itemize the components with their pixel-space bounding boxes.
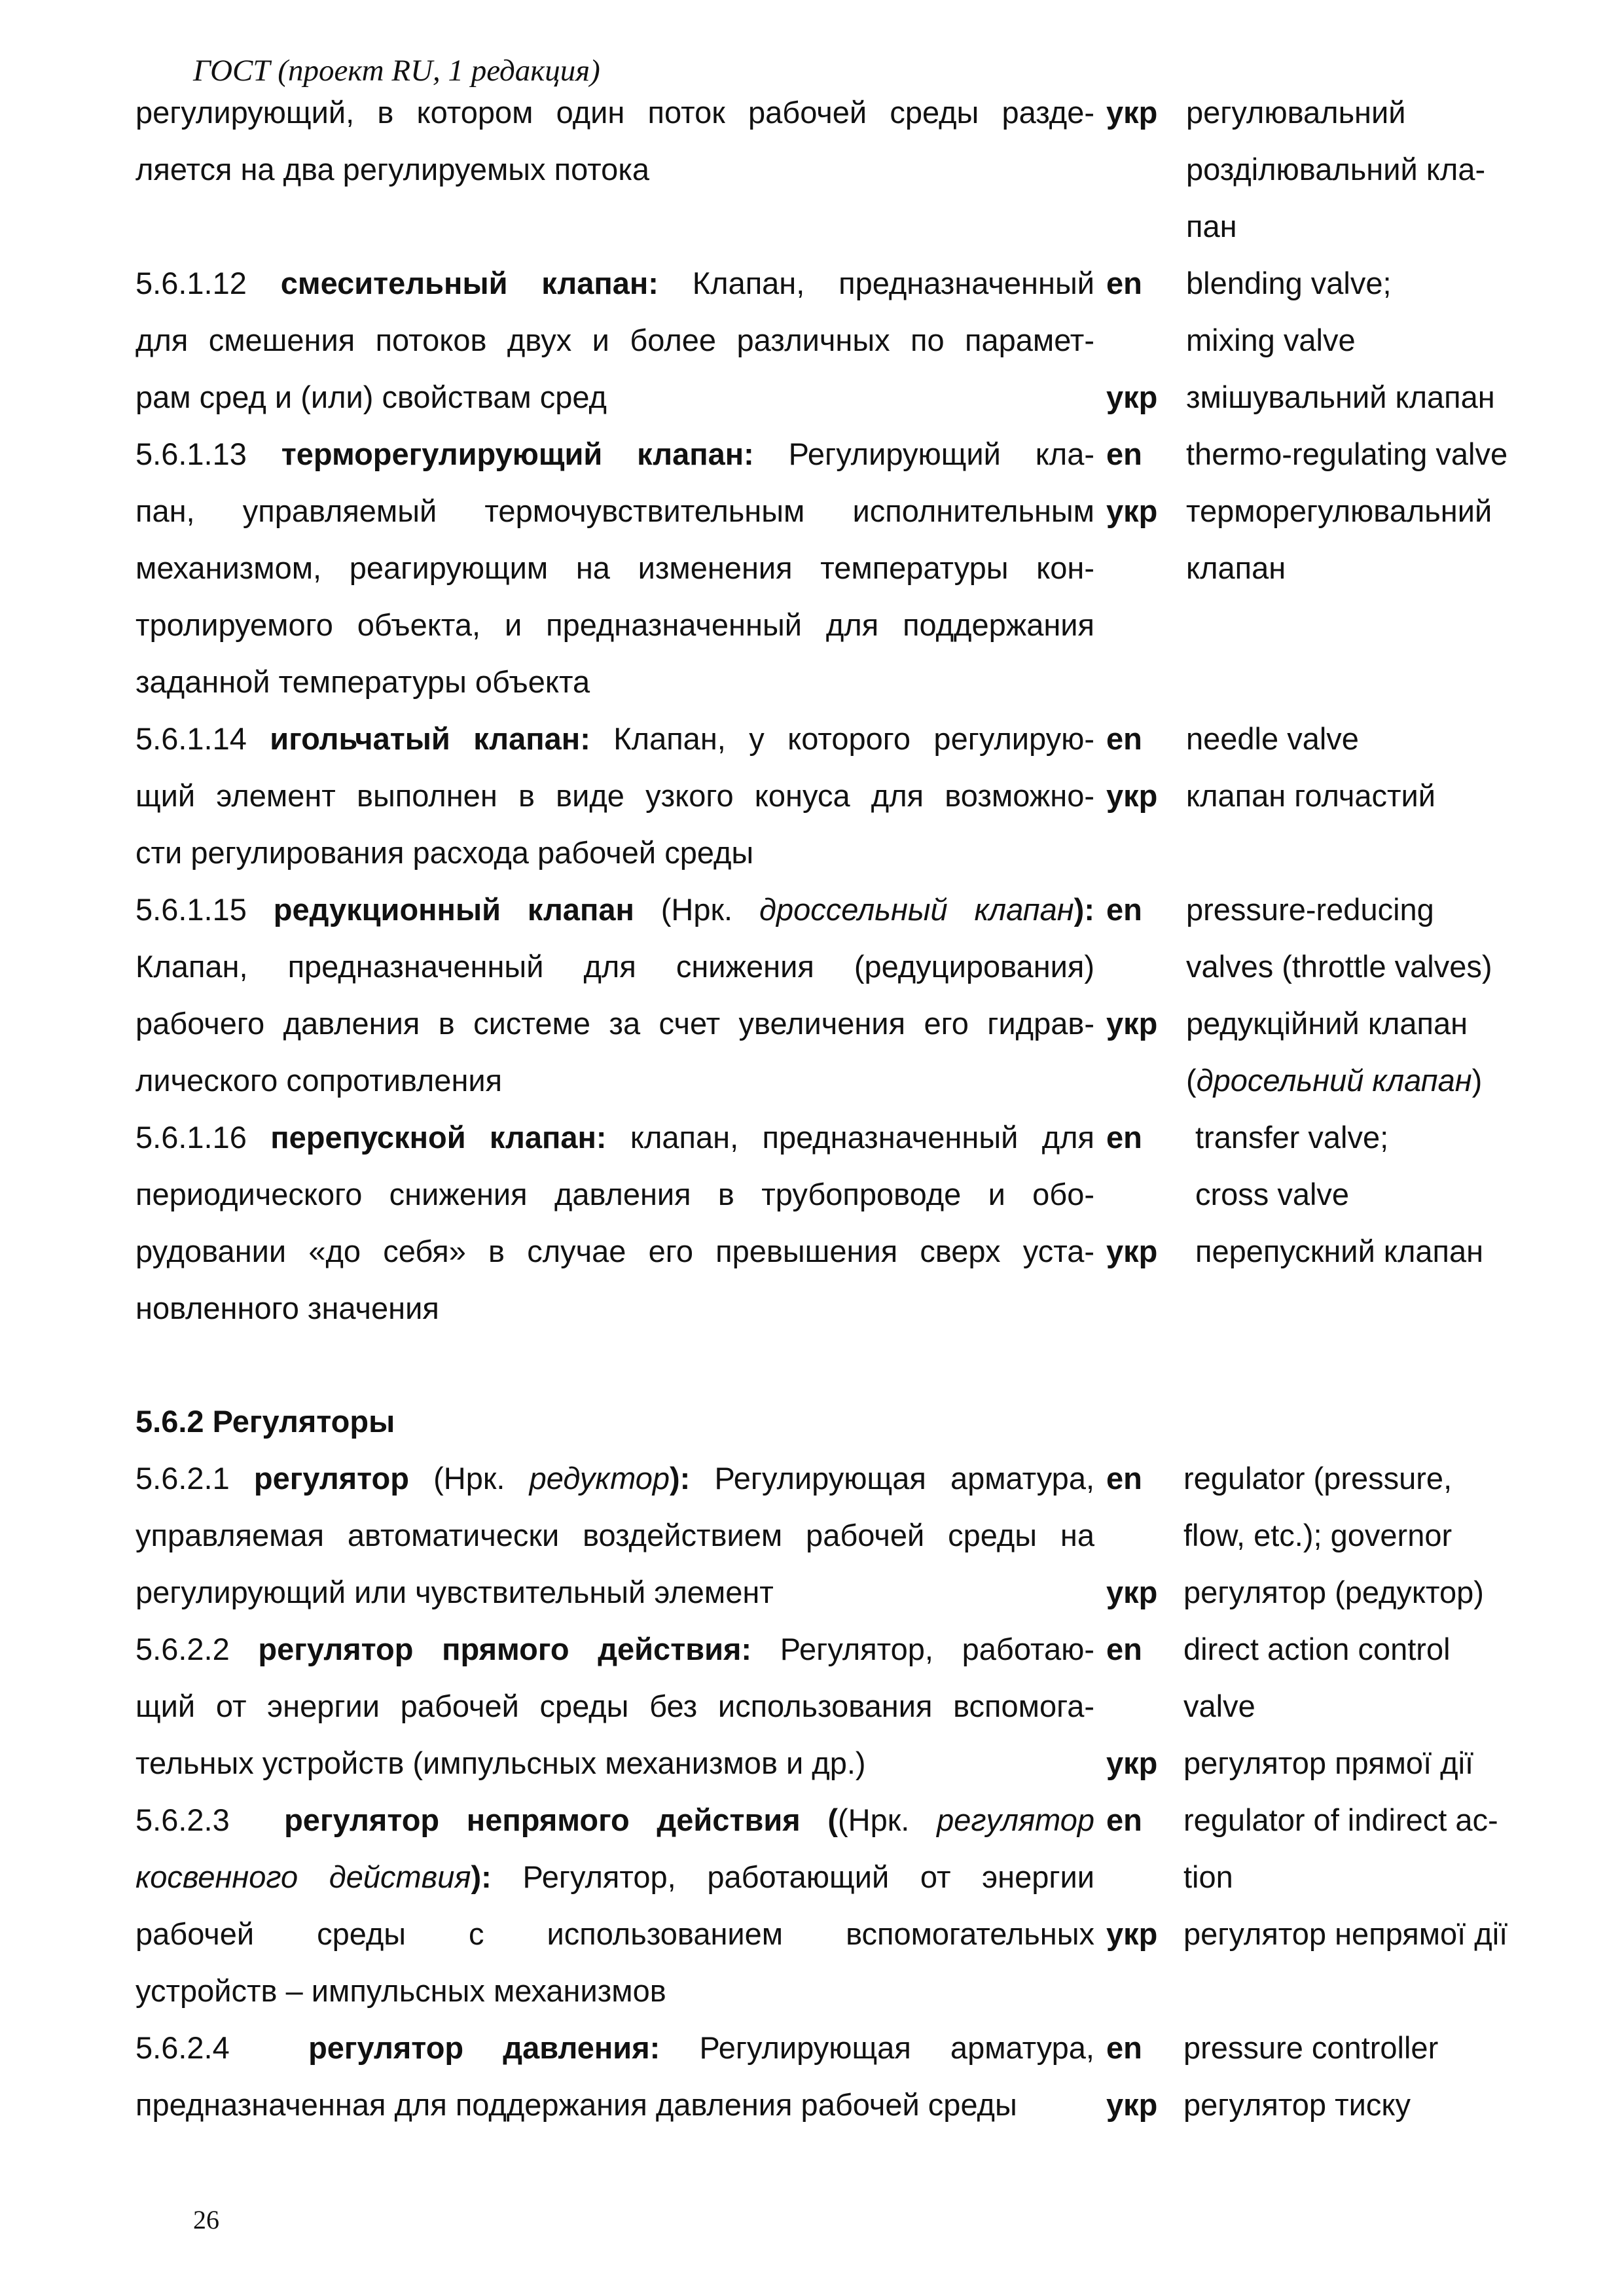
en-equivalent: tion [1183, 1859, 1233, 1894]
en-equivalent: pressure-reducing [1186, 892, 1434, 927]
term-number: 5.6.1.13 [135, 437, 247, 471]
term-name: игольчатый клапан: [270, 721, 590, 756]
ukr-nrk-term: дросельний клапан [1196, 1063, 1472, 1098]
term-text-line: устройств – импульсных механизмов [135, 1973, 666, 2008]
lang-label-en: en [1106, 721, 1142, 756]
term-number: 5.6.1.12 [135, 266, 247, 300]
ukr-equivalent: регулятор тиску [1183, 2087, 1411, 2122]
term-definition: Регулятор, работающий от энергии [522, 1859, 1094, 1894]
term-name: терморегулирующий клапан: [281, 437, 754, 471]
term-text-line: лического сопротивления [135, 1063, 503, 1098]
term-name: смесительный клапан: [280, 266, 659, 300]
term-entry-5-6-1-13 [135, 425, 1094, 482]
en-equivalent: flow, etc.); governor [1183, 1518, 1453, 1552]
lang-label-ukr: укр [1106, 2087, 1158, 2122]
en-equivalent: blending valve; [1186, 266, 1392, 300]
term-definition: Регулирующая арматура, [699, 2030, 1094, 2065]
term-number: 5.6.2.1 [135, 1461, 230, 1496]
nrk-term: регулятор [937, 1803, 1095, 1837]
term-name: регулятор [253, 1461, 409, 1496]
en-equivalent: pressure controller [1183, 2030, 1439, 2065]
term-text-line: регулирующий или чувствительный элемент [135, 1575, 774, 1609]
term-definition: Клапан, у которого регулирую- [613, 721, 1095, 756]
nrk-term: редуктор [529, 1461, 670, 1496]
lang-label-en: en [1106, 437, 1142, 471]
term-text-line: щий элемент выполнен в виде узкого конуса для возможно- [135, 778, 1094, 813]
term-text-line: сти регулирования расхода рабочей среды [135, 835, 754, 870]
term-entry-5-6-1-12 [135, 255, 1094, 312]
term-text-line: рабочего давления в системе за счет увеличения его гидрав- [135, 1006, 1094, 1041]
ukr-equivalent: клапан голчастий [1186, 778, 1436, 813]
lang-label-ukr: укр [1106, 380, 1158, 414]
ukr-equivalent: пан [1186, 209, 1237, 243]
term-text-line [135, 1848, 1094, 1905]
nrk-open: (Нрк. [660, 892, 733, 927]
lang-label-en: en [1106, 266, 1142, 300]
term-entry-5-6-2-4 [135, 2019, 1094, 2076]
term-text-line: пан, управляемый термочувствительным исполнительным [135, 493, 1094, 528]
lang-label-ukr: укр [1106, 493, 1158, 528]
term-text-line: новленного значения [135, 1291, 439, 1325]
ukr-equivalent [1186, 1052, 1605, 1109]
lang-label-ukr: укр [1106, 1575, 1158, 1609]
en-equivalent: transfer valve; [1195, 1120, 1389, 1155]
lang-label-en: en [1106, 1120, 1142, 1155]
lang-label-ukr: укр [1106, 778, 1158, 813]
lang-label-en: en [1106, 2030, 1142, 2065]
ukr-equivalent: терморегулювальний [1186, 493, 1492, 528]
ukr-equivalent: розділювальний кла- [1186, 152, 1486, 187]
en-equivalent: regulator (pressure, [1183, 1461, 1453, 1496]
en-equivalent: direct action control [1183, 1632, 1451, 1666]
term-definition: Регулирующая арматура, [714, 1461, 1095, 1496]
term-text-line: рам сред и (или) свойствам сред [135, 380, 607, 414]
paren-close: ) [1471, 1063, 1483, 1098]
term-entry-5-6-1-16 [135, 1109, 1094, 1166]
en-equivalent: valve [1183, 1689, 1255, 1723]
ukr-equivalent: клапан [1186, 550, 1286, 585]
page-number: 26 [193, 2205, 219, 2234]
nrk-open: (Нрк. [433, 1461, 505, 1496]
term-text-line: рабочей среды с использованием вспомогательных [135, 1916, 1094, 1951]
lang-label-ukr: укр [1106, 95, 1158, 130]
section-heading: 5.6.2 Регуляторы [135, 1404, 395, 1439]
term-name: перепускной клапан: [270, 1120, 607, 1155]
en-equivalent: cross valve [1195, 1177, 1350, 1211]
term-entry-5-6-1-15 [135, 881, 1094, 938]
term-text-line: рудовании «до себя» в случае его превышения сверх уста- [135, 1234, 1094, 1268]
en-equivalent: valves (throttle valves) [1186, 949, 1492, 984]
nrk-close: ): [1074, 892, 1094, 927]
en-equivalent: thermo-regulating valve [1186, 437, 1508, 471]
term-name: регулятор прямого действия: [258, 1632, 752, 1666]
term-number: 5.6.2.4 [135, 2030, 230, 2065]
term-text-line: периодического снижения давления в трубопроводе и обо- [135, 1177, 1094, 1211]
term-name: регулятор давления: [308, 2030, 660, 2065]
term-number: 5.6.2.3 [135, 1803, 230, 1837]
ukr-equivalent: перепускний клапан [1195, 1234, 1484, 1268]
term-text-line: тролируемого объекта, и предназначенный для поддержания [135, 607, 1094, 642]
ukr-equivalent: змішувальний клапан [1186, 380, 1495, 414]
nrk-term: косвенного действия [135, 1859, 471, 1894]
term-text-line: заданной температуры объекта [135, 664, 590, 699]
en-equivalent: needle valve [1186, 721, 1359, 756]
ukr-equivalent: регулювальний [1186, 95, 1406, 130]
term-text-line: для смешения потоков двух и более различных по парамет- [135, 323, 1094, 357]
nrk-close: ): [669, 1461, 691, 1496]
nrk-close: ): [471, 1859, 492, 1894]
term-entry-5-6-1-14 [135, 710, 1094, 767]
term-text-line: ляется на два регулируемых потока [135, 152, 650, 187]
en-equivalent: mixing valve [1186, 323, 1356, 357]
lang-label-ukr: укр [1106, 1746, 1158, 1780]
lang-label-en: en [1106, 1803, 1142, 1837]
term-text-line: Клапан, предназначенный для снижения (редуцирования) [135, 949, 1094, 984]
term-number: 5.6.2.2 [135, 1632, 230, 1666]
term-number: 5.6.1.15 [135, 892, 247, 927]
term-number: 5.6.1.16 [135, 1120, 247, 1155]
lang-label-ukr: укр [1106, 1234, 1158, 1268]
ukr-equivalent: регулятор прямої дії [1183, 1746, 1474, 1780]
nrk-term: дроссельный клапан [759, 892, 1074, 927]
ukr-equivalent: редукційний клапан [1186, 1006, 1468, 1041]
term-entry-5-6-2-1 [135, 1450, 1094, 1507]
term-definition: клапан, предназначенный для [630, 1120, 1094, 1155]
term-text-line: регулирующий, в котором один поток рабочей среды разде- [135, 95, 1094, 130]
ukr-equivalent: регулятор непрямої дії [1183, 1916, 1508, 1951]
term-number: 5.6.1.14 [135, 721, 247, 756]
paren-open: ( [1186, 1063, 1197, 1098]
nrk-open: (Нрк. [838, 1803, 910, 1837]
lang-label-ukr: укр [1106, 1916, 1158, 1951]
lang-label-en: en [1106, 892, 1142, 927]
running-header: ГОСТ (проект RU, 1 редакция) [193, 54, 600, 88]
term-definition: Регулятор, работаю- [780, 1632, 1094, 1666]
term-text-line: предназначенная для поддержания давления рабочей среды [135, 2087, 1017, 2122]
term-definition: Регулирующий кла- [788, 437, 1094, 471]
term-text-line: тельных устройств (импульсных механизмов и др.) [135, 1746, 866, 1780]
term-text-line: щий от энергии рабочей среды без использования вспомога- [135, 1689, 1094, 1723]
en-equivalent: regulator of indirect ac- [1183, 1803, 1498, 1837]
term-entry-5-6-2-2 [135, 1621, 1094, 1677]
lang-label-ukr: укр [1106, 1006, 1158, 1041]
term-entry-5-6-2-3: 5.6.2.3 регулятор непрямого действия ((Нрк. регулятор [135, 1803, 1095, 1837]
term-name: регулятор непрямого действия [284, 1803, 801, 1837]
term-definition: Клапан, предназначенный [692, 266, 1094, 300]
term-name: редукционный клапан [273, 892, 634, 927]
lang-label-en: en [1106, 1632, 1142, 1666]
lang-label-en: en [1106, 1461, 1142, 1496]
ukr-equivalent: регулятор (редуктор) [1183, 1575, 1484, 1609]
term-text-line: механизмом, реагирующим на изменения температуры кон- [135, 550, 1094, 585]
term-text-line: управляемая автоматически воздействием рабочей среды на [135, 1518, 1094, 1552]
